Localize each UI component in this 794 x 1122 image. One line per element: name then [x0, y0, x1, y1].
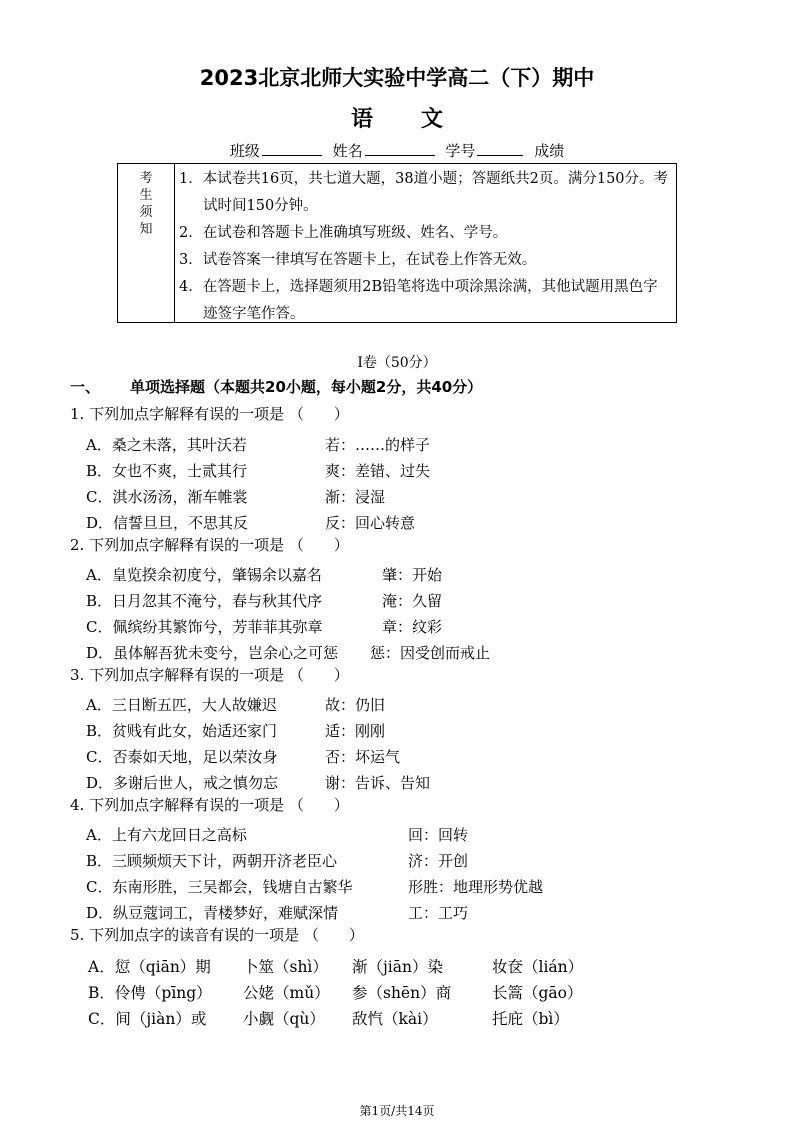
name-blank	[365, 141, 435, 156]
option-text: C．淇水汤汤，渐车帷裳	[86, 488, 248, 506]
option-gloss: 章：纹彩	[382, 618, 443, 636]
name-label: 姓名	[332, 142, 363, 160]
part-heading	[70, 376, 482, 397]
option-text: D．虽体解吾犹未变兮，岂余心之可惩	[86, 644, 339, 662]
option-text: A．皇览揆余初度兮，肇锡余以嘉名	[86, 566, 322, 584]
notice-heading-char: 须	[139, 205, 153, 220]
option-gloss: 谢：告诉、告知	[325, 774, 431, 792]
notice-item: 1．本试卷共16页，共七道大题，38道小题；答题纸共2页。满分150分。考试时间150分钟。	[179, 171, 669, 214]
id-label: 学号	[445, 142, 476, 160]
page-footer: 第1页/共14页	[359, 1104, 435, 1118]
question-stem: 3. 下列加点字解释有误的一项是 （ ）	[70, 666, 349, 684]
question-stem: 4. 下列加点字解释有误的一项是 （ ）	[70, 796, 349, 814]
option-text: C．东南形胜，三吴都会，钱塘自古繁华	[86, 878, 353, 896]
option-gloss: 若：……的样子	[325, 436, 431, 454]
pinyin-option: 参（shēn）商	[352, 984, 452, 1002]
option-gloss: 济：开创	[408, 852, 469, 870]
option-text: D．多谢后世人，戒之慎勿忘	[86, 774, 279, 792]
notice-heading-char: 考	[139, 171, 153, 186]
option-text: B．日月忽其不淹兮，春与秋其代序	[86, 592, 323, 610]
option-text: A．桑之未落，其叶沃若	[86, 436, 247, 454]
option-gloss: 爽：差错、过失	[325, 462, 431, 480]
pinyin-option: A．愆（qiān）期	[88, 958, 211, 976]
option-text: C．佩缤纷其繁饰兮，芳菲菲其弥章	[86, 618, 323, 636]
question-stem: 1. 下列加点字解释有误的一项是 （ ）	[70, 405, 349, 423]
pinyin-option: B．伶俜（pīng）	[88, 984, 212, 1002]
pinyin-option: 小觑（qù）	[243, 1010, 325, 1028]
option-gloss: 惩：因受创而戒止	[370, 644, 491, 662]
option-gloss: 否：坏运气	[325, 748, 401, 766]
pinyin-option: 卜筮（shì）	[243, 958, 328, 976]
class-blank	[262, 141, 322, 156]
notice-heading	[118, 164, 175, 322]
option-text: B．贫贱有此女，始适还家门	[86, 722, 278, 740]
option-text: C．否泰如天地，足以荣汝身	[86, 748, 278, 766]
exam-notice-box	[117, 163, 677, 323]
exam-title: 2023北京北师大实验中学高二（下）期中	[199, 66, 595, 90]
notice-items	[175, 164, 676, 322]
pinyin-option: 敌忾（kài）	[352, 1010, 438, 1028]
notice-heading-char: 知	[139, 222, 153, 237]
part-title: 单项选择题（本题共20小题，每小题2分，共40分）	[130, 378, 483, 396]
notice-heading-char: 生	[139, 188, 153, 203]
option-text: D．信誓旦旦，不思其反	[86, 514, 249, 532]
question-stem: 5. 下列加点字的读音有误的一项是 （ ）	[70, 926, 364, 944]
option-gloss: 渐：浸湿	[325, 488, 386, 506]
option-gloss: 形胜：地理形势优越	[408, 878, 544, 896]
pinyin-option: 渐（jiān）染	[352, 958, 443, 976]
pinyin-option: 妆奁（lián）	[492, 958, 584, 976]
pinyin-option: 公姥（mǔ）	[243, 984, 330, 1002]
option-gloss: 淹：久留	[382, 592, 443, 610]
notice-item: 3．试卷答案一律填写在答题卡上，在试卷上作答无效。	[179, 252, 537, 268]
option-text: B．三顾频烦天下计，两朝开济老臣心	[86, 852, 338, 870]
class-label: 班级	[229, 142, 260, 160]
option-gloss: 故：仍旧	[325, 696, 386, 714]
student-info-line	[0, 140, 794, 161]
subject-title: 语文	[350, 107, 491, 132]
option-gloss: 工：工巧	[408, 904, 469, 922]
option-gloss: 肇：开始	[382, 566, 443, 584]
option-text: B．女也不爽，士贰其行	[86, 462, 248, 480]
pinyin-option: C．间（jiàn）或	[88, 1010, 207, 1028]
part-number: 一、	[70, 378, 101, 396]
option-gloss: 适：刚刚	[325, 722, 386, 740]
score-label: 成绩	[534, 142, 565, 160]
notice-item: 2．在试卷和答题卡上准确填写班级、姓名、学号。	[179, 225, 508, 241]
option-text: A．三日断五匹，大人故嫌迟	[86, 696, 277, 714]
option-text: D．纵豆蔻词工，青楼梦好，难赋深情	[86, 904, 339, 922]
option-gloss: 回：回转	[408, 826, 469, 844]
pinyin-option: 托庇（bì）	[492, 1010, 569, 1028]
section-title: I卷（50分）	[357, 355, 437, 371]
pinyin-option: 长篙（gāo）	[492, 984, 583, 1002]
question-stem: 2. 下列加点字解释有误的一项是 （ ）	[70, 536, 349, 554]
option-text: A．上有六龙回日之高标	[86, 826, 247, 844]
option-gloss: 反：回心转意	[325, 514, 416, 532]
notice-item: 4．在答题卡上，选择题须用2B铅笔将选中项涂黑涂满，其他试题用黑色字迹签字笔作答。	[179, 279, 658, 322]
id-blank	[477, 141, 523, 156]
